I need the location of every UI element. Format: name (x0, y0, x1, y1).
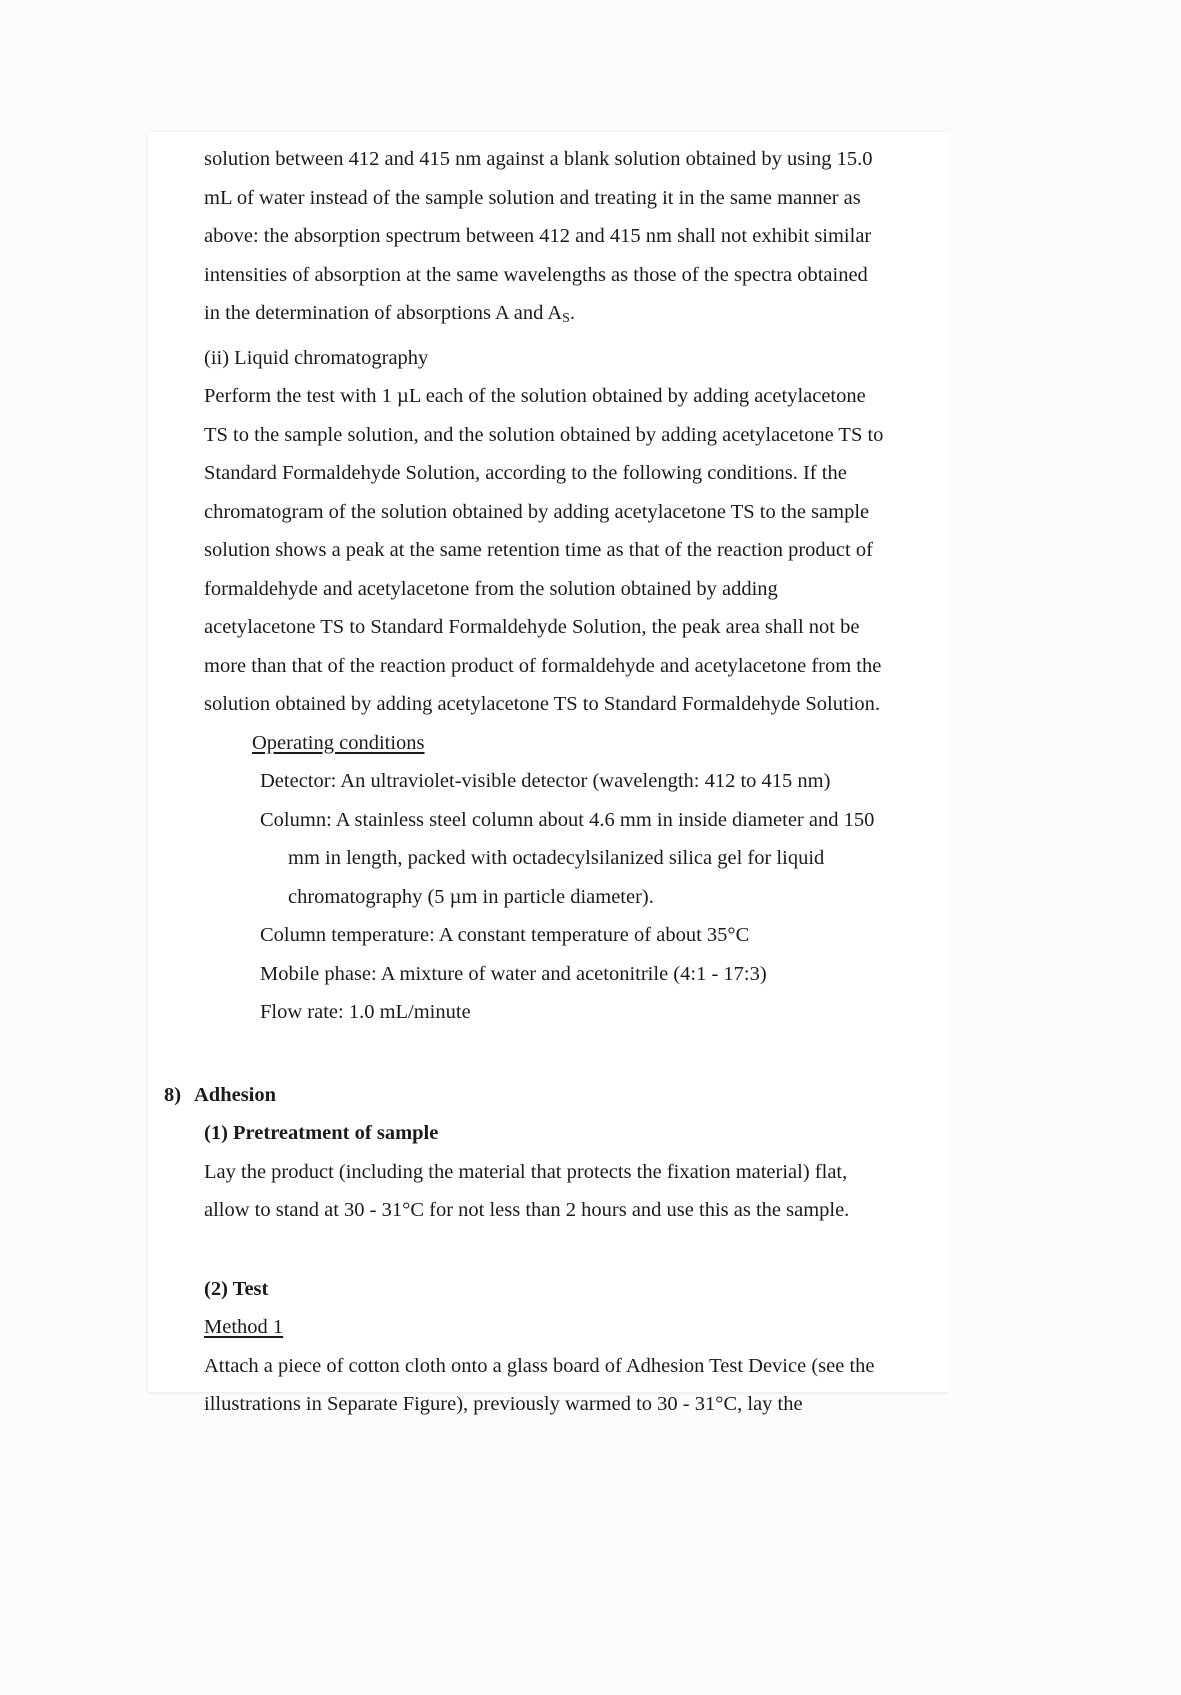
document-text-body (164, 140, 1004, 1424)
operating-condition-detector: Detector: An ultraviolet-visible detector (wavelength: 412 to 415 nm) (260, 770, 831, 793)
paragraph-line: solution obtained by adding acetylacetone TS to Standard Formaldehyde Solution. (204, 693, 880, 716)
paragraph-line: solution between 412 and 415 nm against a blank solution obtained by using 15.0 (204, 148, 873, 170)
subsection-spacer (204, 1230, 1004, 1270)
operating-conditions-heading (204, 724, 1004, 763)
section-heading-adhesion (164, 1076, 1004, 1115)
section-number: 8) (164, 1083, 182, 1106)
paragraph-line: illustrations in Separate Figure), previously warmed to 30 - 31°C, lay the (204, 1393, 803, 1416)
section-title: Adhesion (194, 1083, 277, 1106)
paragraph-line: Standard Formaldehyde Solution, according to the following conditions. If the (204, 462, 847, 485)
operating-condition-flow-rate: Flow rate: 1.0 mL/minute (260, 1001, 471, 1024)
paragraph-line-tail: . (569, 302, 576, 324)
document-page (148, 132, 948, 1416)
operating-condition-column-temperature: Column temperature: A constant temperature of about 35°C (260, 924, 750, 947)
operating-condition-mobile-phase: Mobile phase: A mixture of water and acetonitrile (4:1 - 17:3) (260, 962, 767, 985)
paragraph-line: chromatogram of the solution obtained by adding acetylacetone TS to the sample (204, 500, 870, 523)
paragraph-line: mL of water instead of the sample solution and treating it in the same manner as (204, 186, 861, 209)
method-1-label: Method 1 (204, 1316, 284, 1339)
paragraph-line: solution shows a peak at the same retention time as that of the reaction product of (204, 539, 873, 562)
paragraph-line: Attach a piece of cotton cloth onto a glass board of Adhesion Test Device (see the (204, 1354, 875, 1377)
paragraph-line: acetylacetone TS to Standard Formaldehyde Solution, the peak area shall not be (204, 616, 860, 639)
paragraph-line: more than that of the reaction product of formaldehyde and acetylacetone from the (204, 654, 882, 677)
paragraph-line: allow to stand at 30 - 31°C for not less than 2 hours and use this as the sample. (204, 1199, 850, 1222)
paragraph-line: TS to the sample solution, and the solution obtained by adding acetylacetone TS to (204, 423, 884, 446)
operating-condition-column-cont: mm in length, packed with octadecylsilanized silica gel for liquid (288, 847, 825, 870)
paragraph-line: above: the absorption spectrum between 412 and 415 nm shall not exhibit similar (204, 225, 872, 247)
heading-ii-liquid-chromatography: (ii) Liquid chromatography (204, 346, 429, 369)
section-spacer (204, 1032, 1004, 1076)
operating-condition-column: Column: A stainless steel column about 4.6 mm in inside diameter and 150 (260, 808, 875, 831)
operating-condition-column-cont: chromatography (5 µm in particle diameter). (288, 885, 654, 908)
operating-conditions-label: Operating conditions (252, 731, 425, 754)
paragraph-line: Lay the product (including the material that protects the fixation material) flat, (204, 1160, 848, 1183)
subscript-s: S (562, 311, 570, 327)
subsection-heading-test: (2) Test (204, 1277, 269, 1300)
paragraph-line: intensities of absorption at the same wavelengths as those of the spectra obtained (204, 263, 868, 286)
paragraph-line-text: in the determination of absorptions A and A (204, 302, 563, 324)
paragraph-line-with-subscript (204, 294, 1004, 339)
paragraph-line: formaldehyde and acetylacetone from the solution obtained by adding (204, 577, 778, 600)
method-label (204, 1308, 1004, 1347)
subsection-heading-pretreatment: (1) Pretreatment of sample (204, 1122, 439, 1145)
paragraph-line: Perform the test with 1 µL each of the solution obtained by adding acetylacetone (204, 385, 866, 408)
